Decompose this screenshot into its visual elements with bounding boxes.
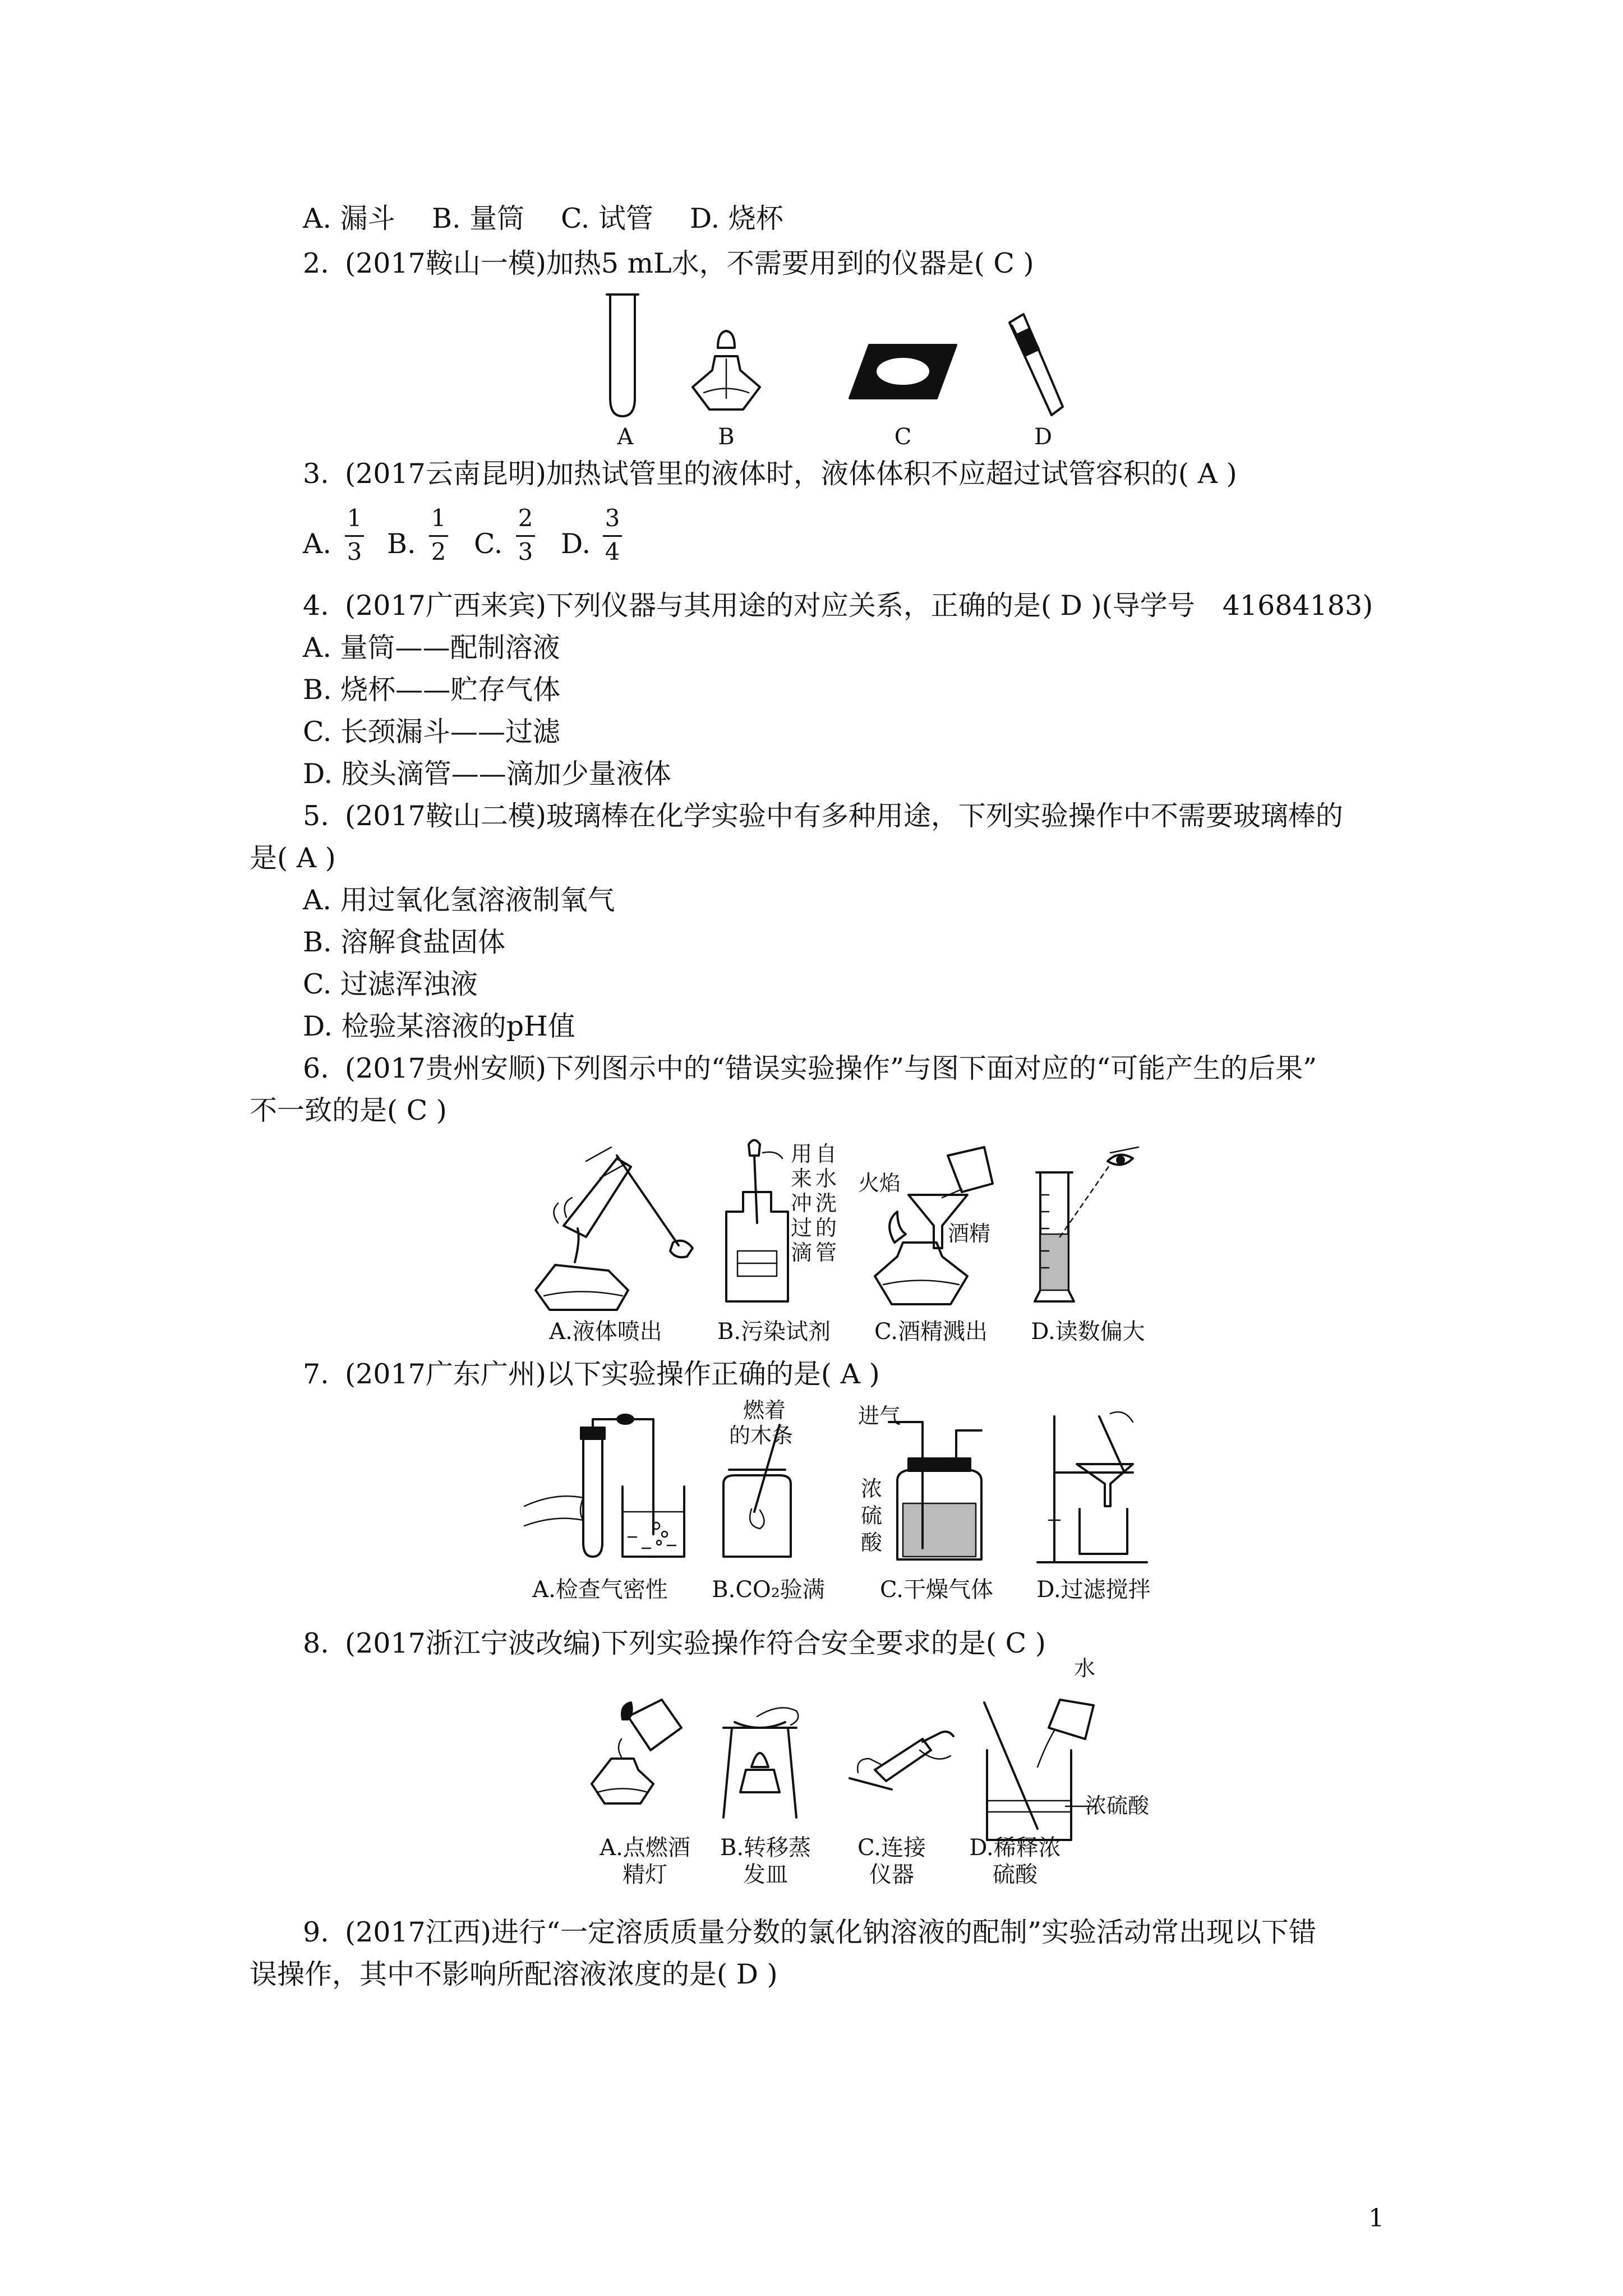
heating-test-tube-icon: [533, 1144, 701, 1313]
test-tube-clamp-icon: [1004, 309, 1071, 421]
q5-stem-line1: (2017鞍山二模)玻璃棒在化学实验中有多种用途，下列实验操作中不需要玻璃棒的: [345, 800, 1343, 832]
q8-label-a-line1: A.点燃酒: [600, 1835, 690, 1861]
q3-option-d-num: 3: [605, 504, 620, 532]
q3-stem: (2017云南昆明)加热试管里的液体时，液体体积不应超过试管容积的( A ): [345, 458, 1237, 490]
q9-stem-line2: 误操作，其中不影响所配溶液浓度的是( D ): [250, 1958, 778, 1990]
q7-annot-b-wood: 的木条: [729, 1423, 794, 1448]
q1-option-d: D. 烧杯: [690, 203, 783, 234]
q3-option-d-bar: [603, 535, 622, 537]
q7-label-b: B.CO₂验满: [712, 1577, 825, 1603]
graduated-cylinder-eye-icon: [1026, 1139, 1161, 1307]
q4-option-c: C. 长颈漏斗——过滤: [303, 716, 560, 748]
q8-figure: [572, 1655, 1150, 1902]
q3-option-d-letter: D.: [561, 528, 591, 560]
q6-annot-b-char: 过: [791, 1216, 813, 1240]
q8-label-d-line1: D.稀释浓: [969, 1835, 1061, 1861]
q3-option-c-num: 2: [518, 504, 533, 532]
test-tube-icon: [606, 292, 639, 421]
q3-option-a-den: 3: [347, 538, 362, 565]
q7-figure: [522, 1397, 1172, 1616]
q6-annot-c-alcohol: 酒精: [948, 1221, 991, 1246]
lamp-to-lamp-ignition-icon: [589, 1694, 684, 1806]
q6-annot-b-char: 管: [815, 1240, 837, 1265]
q6-label-a: A.液体喷出: [549, 1319, 662, 1345]
q4-option-d: D. 胶头滴管——滴加少量液体: [303, 758, 671, 790]
q7-stem: (2017广东广州)以下实验操作正确的是( A ): [345, 1358, 880, 1390]
alcohol-lamp-icon: [687, 325, 766, 421]
q9-stem-line1: (2017江西)进行“一定溶质质量分数的氯化钠溶液的配制”实验活动常出现以下错: [345, 1916, 1317, 1948]
q8-label-d-line2: 硫酸: [993, 1862, 1038, 1888]
dilute-acid-beaker-icon: [976, 1666, 1122, 1851]
q1-option-c: C. 试管: [561, 203, 653, 234]
q6-number: 6.: [303, 1052, 329, 1084]
q8-label-c: [836, 1834, 948, 1888]
q8-label-d: [953, 1834, 1077, 1888]
q3-option-b-den: 2: [431, 538, 446, 565]
q2-number: 2.: [303, 247, 329, 279]
q5-option-c: C. 过滤浑浊液: [303, 968, 478, 1000]
q8-annot-acid: 浓硫酸: [1085, 1793, 1150, 1818]
evaporating-dish-tripod-icon: [718, 1700, 808, 1823]
wire-gauze-icon: [847, 342, 959, 404]
q6-annot-b-char: 洗: [815, 1191, 837, 1216]
q8-label-a-line2: 精灯: [623, 1862, 667, 1888]
q6-annot-b: [791, 1142, 852, 1265]
q8-label-b: [704, 1834, 827, 1888]
q7-annot-c-acid-char: 硫: [861, 1503, 883, 1528]
q6-label-c: C.酒精溅出: [874, 1319, 988, 1345]
q3-number: 3.: [303, 458, 329, 490]
q7-number: 7.: [303, 1358, 329, 1390]
q6-annot-c-flame: 火焰: [858, 1171, 901, 1195]
q7-annot-b-burning: 燃着: [743, 1398, 786, 1423]
q6-annot-b-char: 自: [815, 1142, 837, 1166]
q3-option-d-den: 4: [605, 538, 620, 565]
q2-label-a: A: [617, 424, 634, 450]
q4-number: 4.: [303, 590, 329, 622]
q5-number: 5.: [303, 800, 329, 832]
q5-option-d: D. 检验某溶液的pH值: [303, 1010, 575, 1042]
q8-number: 8.: [303, 1627, 329, 1659]
q4-option-a: A. 量筒——配制溶液: [303, 632, 560, 664]
q7-label-a: A.检查气密性: [532, 1577, 668, 1603]
q7-annot-c-acid-char: 浓: [861, 1476, 883, 1501]
q7-annot-c-acid: [861, 1475, 886, 1556]
q2-figure: [583, 286, 1110, 449]
q6-stem-line2: 不一致的是( C ): [250, 1094, 447, 1126]
q3-option-a-letter: A.: [303, 528, 331, 560]
connect-tube-stopper-icon: [847, 1717, 959, 1801]
q3-option-c-bar: [516, 535, 535, 537]
q8-stem: (2017浙江宁波改编)下列实验操作符合安全要求的是( C ): [345, 1627, 1046, 1659]
q5-option-a: A. 用过氧化氢溶液制氧气: [303, 884, 615, 916]
q2-label-b: B: [718, 424, 735, 450]
filtration-stand-icon: [1026, 1408, 1172, 1571]
q6-stem-line1: (2017贵州安顺)下列图示中的“错误实验操作”与图下面对应的“可能产生的后果”: [345, 1052, 1317, 1084]
q2-label-d: D: [1034, 424, 1053, 450]
page-number: 1: [1368, 2204, 1384, 2233]
q4-option-b: B. 烧杯——贮存气体: [303, 674, 561, 706]
q1-option-a: A. 漏斗: [303, 203, 395, 234]
q6-label-d: D.读数偏大: [1031, 1319, 1145, 1345]
q3-option-a-num: 1: [347, 504, 362, 532]
q4-stem: (2017广西来宾)下列仪器与其用途的对应关系，正确的是( D )(导学号 41684183): [345, 590, 1373, 622]
q7-annot-c-inlet: 进气: [858, 1404, 901, 1428]
q3-option-c-letter: C.: [474, 528, 503, 560]
q5-option-b: B. 溶解食盐固体: [303, 926, 506, 958]
q6-annot-b-char: 冲: [791, 1191, 813, 1216]
q6-annot-b-char: 来: [791, 1166, 813, 1191]
q7-label-d: D.过滤搅拌: [1036, 1577, 1151, 1603]
q3-option-b-num: 1: [431, 504, 446, 532]
q3-option-b-letter: B.: [387, 528, 416, 560]
gas-drying-bottle-icon: [886, 1419, 993, 1565]
q5-stem-line2: 是( A ): [250, 842, 336, 874]
q3-option-c-den: 3: [518, 538, 533, 565]
q1-option-b: B. 量筒: [432, 203, 525, 234]
q8-annot-water: 水: [1074, 1656, 1096, 1681]
q6-annot-b-char: 的: [815, 1216, 837, 1240]
q3-option-b-bar: [429, 535, 448, 537]
q8-label-c-line1: C.连接: [857, 1835, 926, 1861]
q6-figure: [522, 1139, 1172, 1358]
q6-annot-b-char: 水: [815, 1166, 837, 1191]
q7-label-c: C.干燥气体: [880, 1577, 993, 1603]
q2-label-c: C: [894, 424, 912, 450]
q7-annot-c-acid-char: 酸: [861, 1530, 883, 1555]
q6-annot-b-char: 滴: [791, 1240, 813, 1265]
q9-number: 9.: [303, 1916, 329, 1948]
q8-label-c-line2: 仪器: [869, 1862, 914, 1888]
q6-label-b: B.污染试剂: [717, 1319, 831, 1345]
q8-label-a: [583, 1834, 707, 1888]
airtightness-check-icon: [522, 1414, 690, 1565]
q2-stem: (2017鞍山一模)加热5 mL水，不需要用到的仪器是( C ): [345, 247, 1034, 279]
q6-annot-b-char: 用: [791, 1142, 813, 1166]
q3-option-a-bar: [345, 535, 364, 537]
q8-label-b-line2: 发皿: [743, 1862, 788, 1888]
q8-label-b-line1: B.转移蒸: [720, 1835, 811, 1861]
